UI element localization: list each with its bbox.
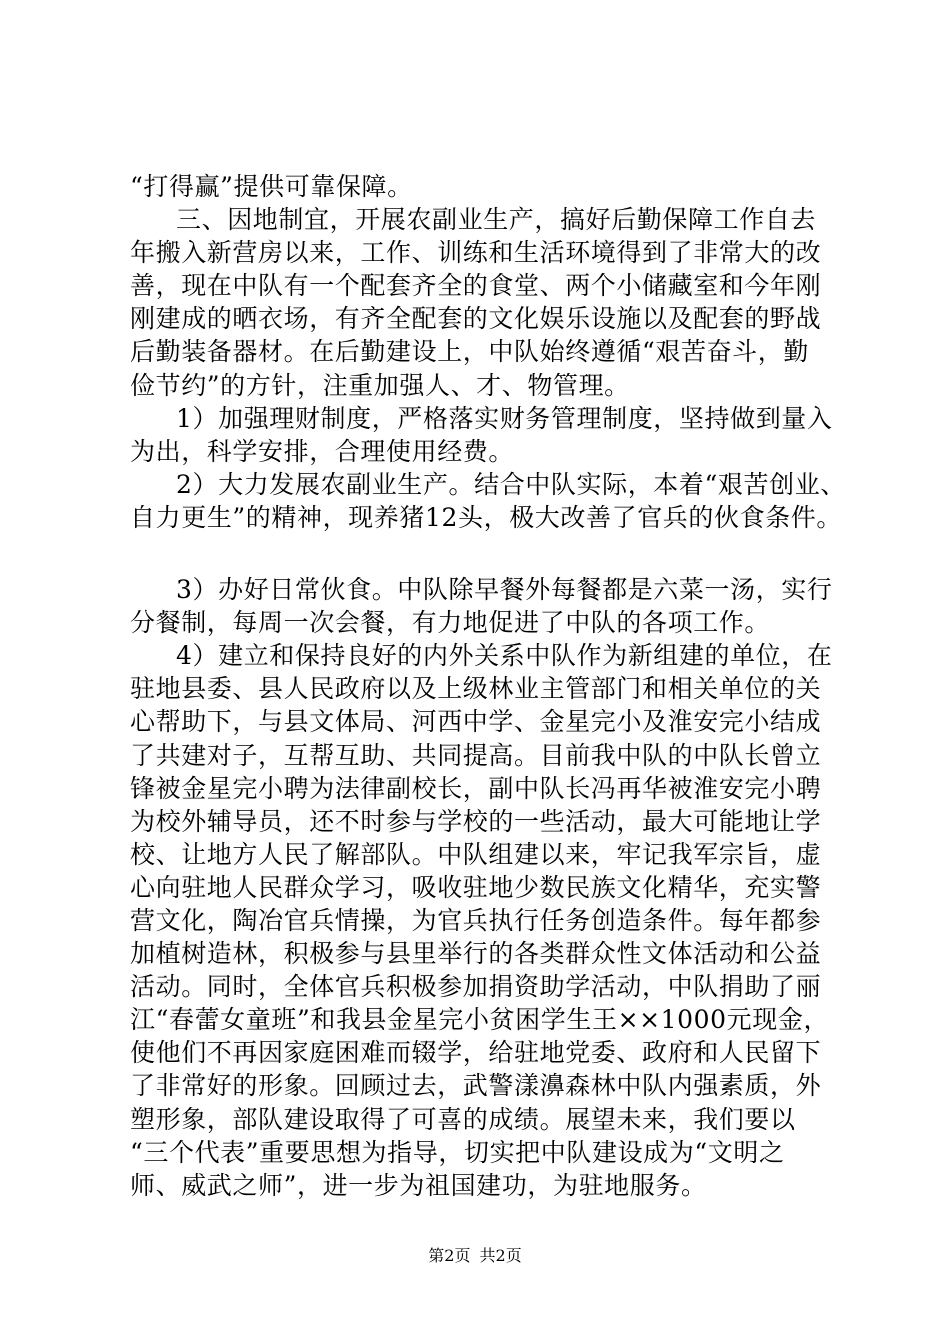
text-line: 师、威武之师”，进一步为祖国建功，为驻地服务。: [130, 1170, 707, 1200]
text-line: 活动。同时，全体官兵积极参加捐资助学活动，中队捐助了丽: [130, 972, 822, 1002]
text-line: 后勤装备器材。在后勤建设上，中队始终遵循“艰苦奋斗，勤: [130, 337, 809, 367]
page-footer: [0, 1246, 950, 1266]
text-line: 营文化，陶冶官兵情操，为官兵执行任务创造条件。每年都参: [130, 905, 822, 935]
text-line: 心帮助下，与县文体局、河西中学、金星完小及淮安完小结成: [130, 707, 822, 737]
text-line: 锋被金星完小聘为法律副校长，副中队长冯再华被淮安完小聘: [130, 773, 822, 803]
page-total: 共2页: [479, 1246, 522, 1265]
text-line: 刚建成的晒衣场，有齐全配套的文化娱乐设施以及配套的野战: [130, 304, 822, 334]
text-line: “三个代表”重要思想为指导，切实把中队建设成为“文明之: [130, 1137, 785, 1167]
text-line: 驻地县委、县人民政府以及上级林业主管部门和相关单位的关: [130, 674, 822, 704]
text-line: 了非常好的形象。回顾过去，武警漾濞森林中队内强素质，外: [130, 1071, 822, 1101]
text-line: 塑形象，部队建设取得了可喜的成绩。展望未来，我们要以: [130, 1104, 796, 1134]
text-line: 加植树造林，积极参与县里举行的各类群众性文体活动和公益: [130, 939, 822, 969]
document-body: [130, 172, 852, 1204]
text-line: 俭节约”的方针，注重加强人、才、物管理。: [130, 370, 630, 400]
paragraph-gap: [130, 536, 852, 575]
list-item-line: 2）大力发展农副业生产。结合中队实际，本着“艰苦创业、: [176, 469, 846, 499]
list-item-line: 3）办好日常伙食。中队除早餐外每餐都是六菜一汤，实行: [176, 575, 833, 605]
text-line: 江“春蕾女童班”和我县金星完小贫困学生王××1000元现金，: [130, 1005, 830, 1035]
text-line: 分餐制，每周一次会餐，有力地促进了中队的各项工作。: [130, 608, 771, 638]
text-line: 为校外辅导员，还不时参与学校的一些活动，最大可能地让学: [130, 806, 822, 836]
text-line: 自力更生”的精神，现养猪12头，极大改善了官兵的伙食条件。: [130, 502, 842, 532]
page-number: 第2页: [428, 1246, 471, 1265]
text-line: 使他们不再因家庭困难而辍学，给驻地党委、政府和人民留下: [130, 1038, 822, 1068]
text-line: 校、让地方人民了解部队。中队组建以来，牢记我军宗旨，虚: [130, 839, 822, 869]
text-line: 年搬入新营房以来，工作、训练和生活环境得到了非常大的改: [130, 238, 822, 268]
text-line: 为出，科学安排，合理使用经费。: [130, 436, 515, 466]
text-line: “打得赢”提供可靠保障。: [130, 172, 413, 201]
text-line: 了共建对子，互帮互助、共同提高。目前我中队的中队长曾立: [130, 740, 822, 770]
list-item-line: 1）加强理财制度，严格落实财务管理制度，坚持做到量入: [176, 403, 833, 433]
list-item-line: 4）建立和保持良好的内外关系中队作为新组建的单位，在: [176, 641, 833, 671]
paragraph-heading-line: 三、因地制宜，开展农副业生产，搞好后勤保障工作自去: [176, 205, 817, 235]
text-line: 善，现在中队有一个配套齐全的食堂、两个小储藏室和今年刚: [130, 271, 822, 301]
text-line: 心向驻地人民群众学习，吸收驻地少数民族文化精华，充实警: [130, 872, 822, 902]
